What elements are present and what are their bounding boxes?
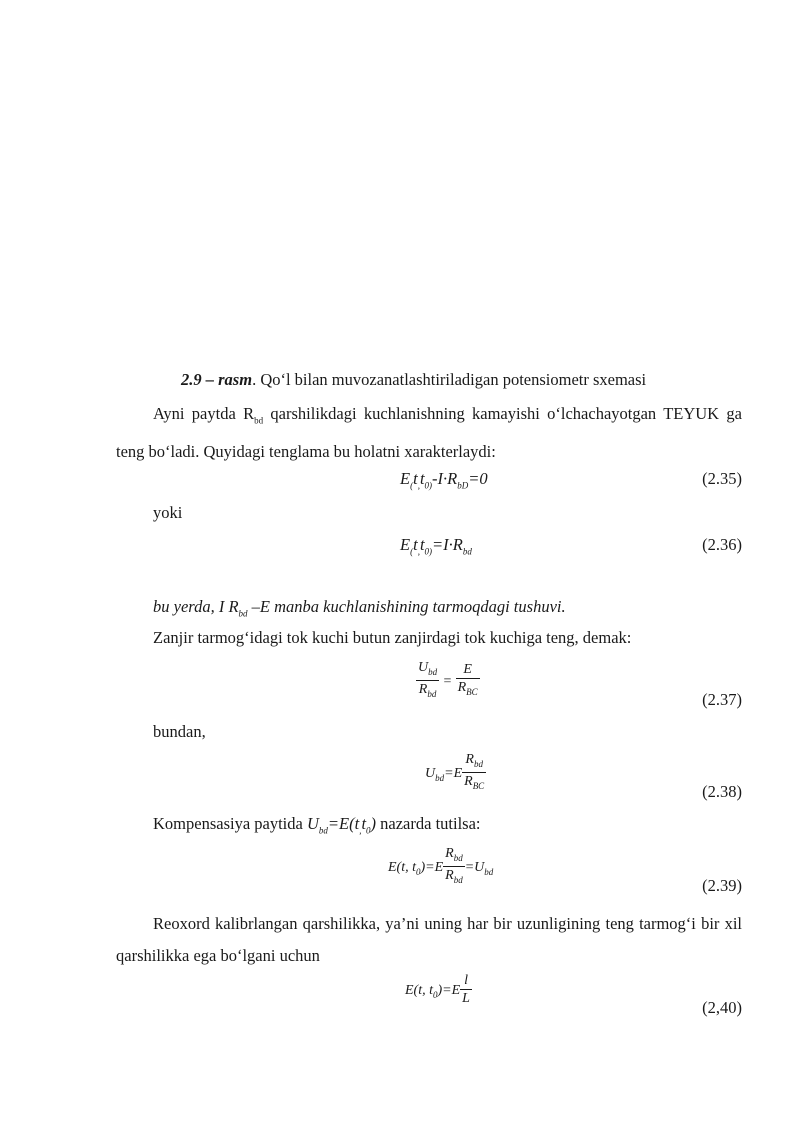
equation-2-35: $E_(t_,t_{0)}-I\cdot R_{bD}=0$ (400, 469, 488, 491)
figure-caption-text: . Qo‘l bilan muvozanatlashtiriladigan potensiometr sxemasi (252, 370, 647, 389)
equation-number-2-39: (2.39) (702, 876, 742, 895)
word-yoki: yoki (153, 503, 183, 522)
figure-caption (181, 370, 646, 390)
figure-label: 2.9 – rasm (181, 370, 253, 389)
note-line: bu yerda, I $R_{bd}$ –E manba kuchlanishining tarmoqdagi tushuvi. (153, 597, 566, 619)
paragraph-1: Ayni paytda $R_{bd}$ qarshilikdagi kuchlanishning kamayishi o‘lchachayotgan TEYUK ga teng bo‘ladi. Quyidagi tenglama bu holatni xarakterlaydi: (116, 404, 742, 462)
equation-2-38: $U_{bd}=E$ $\frac{R_{bd}}{R_{BC}}$ (425, 752, 485, 791)
paragraph-3: Kompensasiya paytida $U_{bd}=E(t_,t_0)$ nazarda tutilsa: (153, 814, 481, 836)
equation-2-40: E(t, $t_0)=E$ $\frac{l}{L}$ (405, 973, 470, 1006)
equation-2-39: E(t, $t_0)=E$ $\frac{R_{bd}}{R_{bd}}$ $=U_{bd}$ (388, 846, 494, 885)
word-bundan: bundan, (153, 722, 206, 741)
paragraph-4: Reoxord kalibrlangan qarshilikka, ya’ni uning har bir uzunligining teng tarmog‘i bir xil qarshilikka ega bo‘lgani uchun (116, 914, 742, 965)
equation-number-2-40: (2,40) (702, 998, 742, 1017)
equation-number-2-37: (2.37) (702, 690, 742, 709)
equation-number-2-36: (2.36) (702, 535, 742, 554)
equation-number-2-38: (2.38) (702, 782, 742, 801)
paragraph-2: Zanjir tarmog‘idagi tok kuchi butun zanjirdagi tok kuchiga teng, demak: (153, 628, 632, 647)
equation-2-37: $\frac{U_{bd}}{R_{bd}}$ = $\frac{E}{R_{BC}}$ (418, 660, 478, 699)
equation-number-2-35: (2.35) (702, 469, 742, 488)
equation-2-36: $E_(t_,t_{0)}=I\cdot R_{bd}$ (400, 535, 472, 557)
